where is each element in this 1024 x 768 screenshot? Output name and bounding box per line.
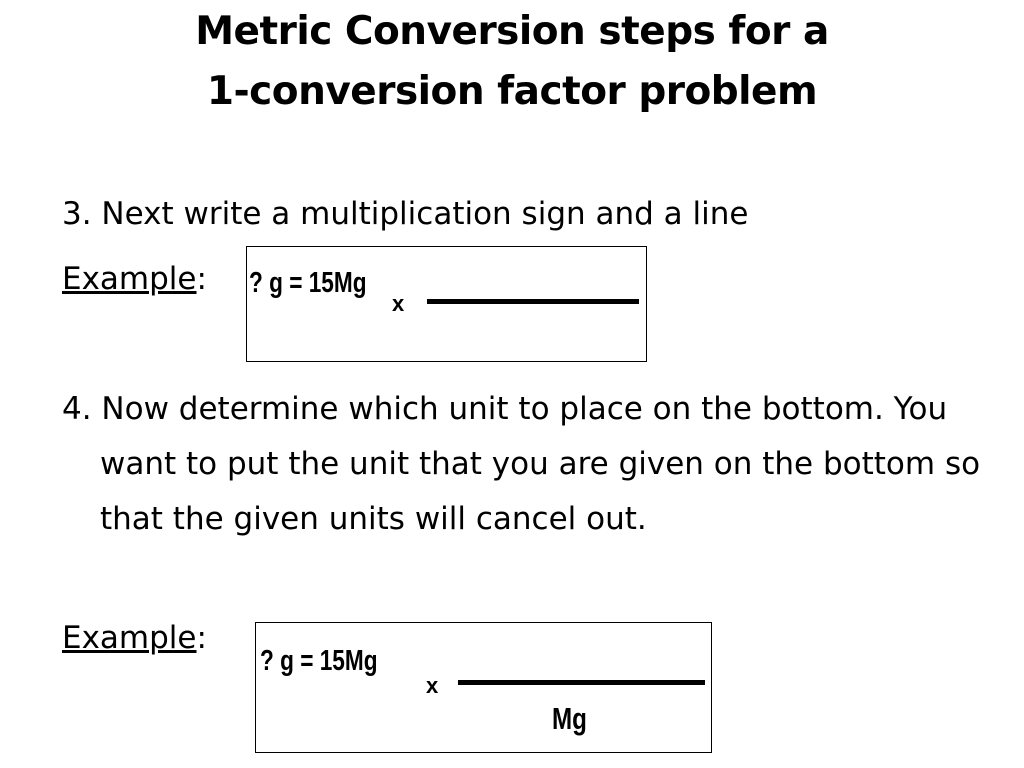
example-2-bottom-unit: Mg <box>552 701 587 736</box>
example-1-fraction-line <box>427 299 639 304</box>
example-1-label: Example <box>62 261 197 297</box>
step-4-text: 4. Now determine which unit to place on the bottom. You want to put the unit that you are given on the bottom so that the given units will cancel out. <box>62 391 981 537</box>
example-1-equation: ? g = 15Mg <box>249 267 367 299</box>
example-2-multiplication-sign: x <box>426 673 439 698</box>
example-1-equation-image <box>246 246 647 362</box>
example-1-multiplication-sign: x <box>392 291 405 316</box>
slide-title <box>0 2 1024 122</box>
title-line-1: Metric Conversion steps for a <box>195 9 829 54</box>
title-line-2: 1-conversion factor problem <box>206 69 818 114</box>
step-3-text: 3. Next write a multiplication sign and a line <box>62 196 749 232</box>
example-2-equation: ? g = 15Mg <box>260 645 378 677</box>
example-1-caption <box>62 252 207 307</box>
example-2-equation-image <box>255 622 712 753</box>
example-2-label: Example <box>62 620 197 656</box>
example-2-colon: : <box>196 620 207 656</box>
example-2-caption <box>62 611 207 666</box>
example-1-colon: : <box>196 261 207 297</box>
example-2-fraction-line <box>458 680 705 685</box>
